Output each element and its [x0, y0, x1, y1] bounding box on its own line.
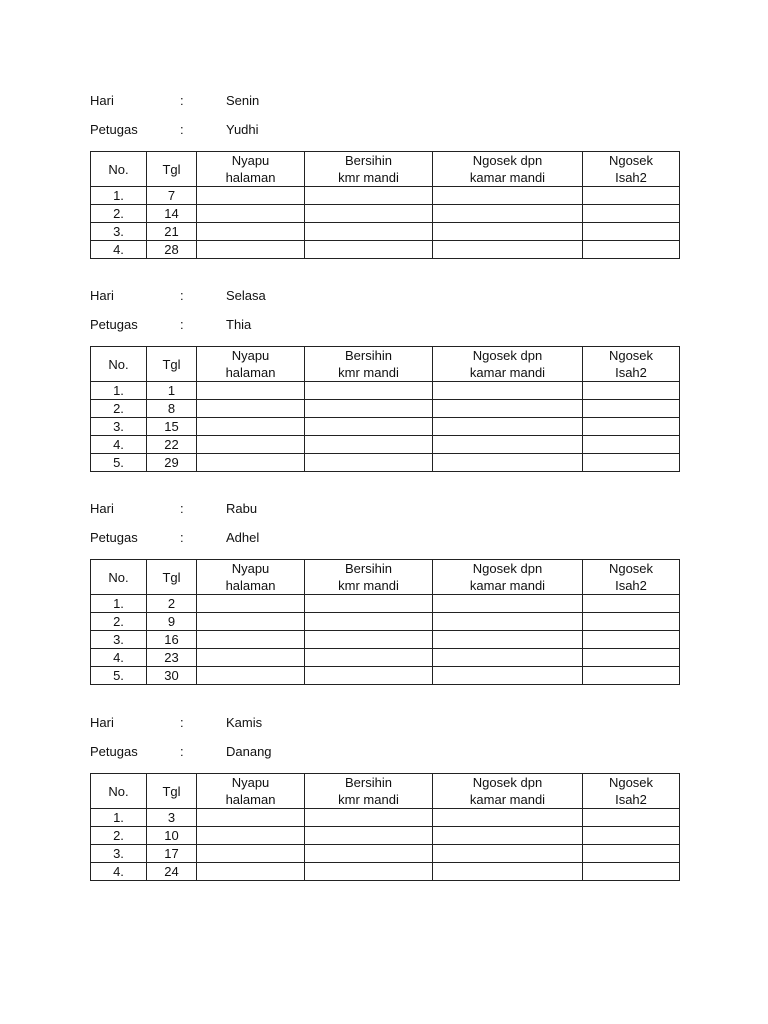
- cell-ngosek-dpn-kamar-mandi[interactable]: [433, 400, 583, 418]
- header-ngosek-dpn-kamar-mandi: [433, 774, 583, 809]
- colon: :: [180, 744, 184, 759]
- cell-no: 4.: [91, 649, 147, 667]
- cell-ngosek-isah2[interactable]: [583, 667, 680, 685]
- cell-ngosek-dpn-kamar-mandi[interactable]: [433, 418, 583, 436]
- header-ngosek-dpn-kamar-mandi-line2: kamar mandi: [469, 170, 546, 185]
- cell-bersihin-kmr-mandi[interactable]: [305, 187, 433, 205]
- cell-nyapu-halaman[interactable]: [197, 649, 305, 667]
- cell-bersihin-kmr-mandi[interactable]: [305, 863, 433, 881]
- schedule-table: [90, 559, 680, 685]
- header-ngosek-dpn-kamar-mandi: [433, 152, 583, 187]
- cell-ngosek-isah2[interactable]: [583, 809, 680, 827]
- petugas-label: Petugas: [90, 530, 138, 545]
- hari-row: [90, 500, 680, 518]
- table-row: [91, 863, 680, 881]
- header-no: No.: [91, 152, 147, 187]
- cell-no: 3.: [91, 418, 147, 436]
- header-nyapu-halaman: [197, 560, 305, 595]
- cell-tgl: 9: [147, 613, 197, 631]
- header-ngosek-isah2-line2: Isah2: [615, 365, 647, 380]
- header-no: No.: [91, 560, 147, 595]
- hari-value: Selasa: [226, 288, 266, 303]
- header-ngosek-dpn-kamar-mandi: [433, 347, 583, 382]
- cell-no: 2.: [91, 827, 147, 845]
- header-bersihin-kmr-mandi-line2: kmr mandi: [338, 792, 399, 807]
- table-row: [91, 845, 680, 863]
- cell-nyapu-halaman[interactable]: [197, 631, 305, 649]
- cell-tgl: 29: [147, 454, 197, 472]
- cell-ngosek-isah2[interactable]: [583, 454, 680, 472]
- cell-ngosek-isah2[interactable]: [583, 613, 680, 631]
- cell-ngosek-isah2[interactable]: [583, 241, 680, 259]
- table-row: [91, 223, 680, 241]
- schedule-table: [90, 773, 680, 881]
- cell-ngosek-dpn-kamar-mandi[interactable]: [433, 827, 583, 845]
- petugas-value: Danang: [226, 744, 272, 759]
- cell-ngosek-dpn-kamar-mandi[interactable]: [433, 845, 583, 863]
- header-tgl: Tgl: [147, 560, 197, 595]
- cell-ngosek-isah2[interactable]: [583, 863, 680, 881]
- header-nyapu-halaman-line1: Nyapu: [231, 348, 270, 363]
- hari-label: Hari: [90, 288, 114, 303]
- table-row: [91, 827, 680, 845]
- table-row: [91, 187, 680, 205]
- cell-ngosek-dpn-kamar-mandi[interactable]: [433, 454, 583, 472]
- table-row: [91, 649, 680, 667]
- header-no: No.: [91, 347, 147, 382]
- header-nyapu-halaman: [197, 347, 305, 382]
- hari-label: Hari: [90, 93, 114, 108]
- header-ngosek-isah2: [583, 774, 680, 809]
- cell-no: 1.: [91, 595, 147, 613]
- cell-no: 4.: [91, 863, 147, 881]
- cell-nyapu-halaman[interactable]: [197, 845, 305, 863]
- cell-ngosek-isah2[interactable]: [583, 845, 680, 863]
- header-tgl: Tgl: [147, 347, 197, 382]
- colon: :: [180, 530, 184, 545]
- cell-ngosek-isah2[interactable]: [583, 418, 680, 436]
- header-ngosek-isah2-line2: Isah2: [615, 170, 647, 185]
- cell-ngosek-dpn-kamar-mandi[interactable]: [433, 436, 583, 454]
- cell-tgl: 22: [147, 436, 197, 454]
- header-nyapu-halaman-line2: halaman: [225, 365, 276, 380]
- table-header-row: [91, 774, 680, 809]
- cell-bersihin-kmr-mandi[interactable]: [305, 436, 433, 454]
- hari-row: [90, 287, 680, 305]
- table-row: [91, 631, 680, 649]
- cell-no: 2.: [91, 613, 147, 631]
- header-ngosek-dpn-kamar-mandi-line2: kamar mandi: [469, 792, 546, 807]
- table-row: [91, 667, 680, 685]
- table-row: [91, 809, 680, 827]
- cell-nyapu-halaman[interactable]: [197, 613, 305, 631]
- cell-tgl: 7: [147, 187, 197, 205]
- cell-ngosek-isah2[interactable]: [583, 205, 680, 223]
- header-ngosek-isah2-line1: Ngosek: [608, 153, 654, 168]
- header-ngosek-dpn-kamar-mandi-line2: kamar mandi: [469, 578, 546, 593]
- schedule-section: [90, 714, 680, 879]
- cell-ngosek-dpn-kamar-mandi[interactable]: [433, 613, 583, 631]
- colon: :: [180, 501, 184, 516]
- cell-tgl: 8: [147, 400, 197, 418]
- cell-ngosek-isah2[interactable]: [583, 649, 680, 667]
- header-nyapu-halaman-line1: Nyapu: [231, 775, 270, 790]
- cell-ngosek-isah2[interactable]: [583, 436, 680, 454]
- header-nyapu-halaman-line1: Nyapu: [231, 561, 270, 576]
- cell-nyapu-halaman[interactable]: [197, 382, 305, 400]
- colon: :: [180, 288, 184, 303]
- cell-no: 4.: [91, 436, 147, 454]
- cell-ngosek-isah2[interactable]: [583, 400, 680, 418]
- petugas-row: [90, 316, 680, 334]
- cell-bersihin-kmr-mandi[interactable]: [305, 241, 433, 259]
- cell-bersihin-kmr-mandi[interactable]: [305, 205, 433, 223]
- schedule-section: [90, 287, 680, 470]
- colon: :: [180, 715, 184, 730]
- header-bersihin-kmr-mandi-line2: kmr mandi: [338, 578, 399, 593]
- cell-tgl: 15: [147, 418, 197, 436]
- header-tgl: Tgl: [147, 152, 197, 187]
- header-nyapu-halaman-line2: halaman: [225, 170, 276, 185]
- petugas-value: Thia: [226, 317, 252, 332]
- hari-value: Senin: [226, 93, 260, 108]
- cell-nyapu-halaman[interactable]: [197, 863, 305, 881]
- header-nyapu-halaman-line1: Nyapu: [231, 153, 270, 168]
- table-row: [91, 382, 680, 400]
- header-ngosek-dpn-kamar-mandi-line1: Ngosek dpn: [472, 561, 543, 576]
- cell-no: 3.: [91, 223, 147, 241]
- cell-bersihin-kmr-mandi[interactable]: [305, 809, 433, 827]
- cell-bersihin-kmr-mandi[interactable]: [305, 382, 433, 400]
- table-row: [91, 205, 680, 223]
- cell-ngosek-dpn-kamar-mandi[interactable]: [433, 631, 583, 649]
- cell-no: 2.: [91, 205, 147, 223]
- header-ngosek-dpn-kamar-mandi: [433, 560, 583, 595]
- cell-no: 1.: [91, 187, 147, 205]
- header-no: No.: [91, 774, 147, 809]
- cell-tgl: 2: [147, 595, 197, 613]
- cell-ngosek-dpn-kamar-mandi[interactable]: [433, 187, 583, 205]
- cell-ngosek-dpn-kamar-mandi[interactable]: [433, 382, 583, 400]
- schedule-table: [90, 346, 680, 472]
- petugas-row: [90, 529, 680, 547]
- cell-tgl: 24: [147, 863, 197, 881]
- header-nyapu-halaman: [197, 774, 305, 809]
- table-header-row: [91, 560, 680, 595]
- header-ngosek-isah2-line1: Ngosek: [608, 348, 654, 363]
- cell-no: 1.: [91, 382, 147, 400]
- hari-label: Hari: [90, 715, 114, 730]
- hari-row: [90, 714, 680, 732]
- cell-tgl: 3: [147, 809, 197, 827]
- petugas-label: Petugas: [90, 317, 138, 332]
- cell-nyapu-halaman[interactable]: [197, 400, 305, 418]
- cell-nyapu-halaman[interactable]: [197, 205, 305, 223]
- cell-ngosek-dpn-kamar-mandi[interactable]: [433, 595, 583, 613]
- cell-bersihin-kmr-mandi[interactable]: [305, 827, 433, 845]
- header-nyapu-halaman-line2: halaman: [225, 578, 276, 593]
- header-bersihin-kmr-mandi: [305, 774, 433, 809]
- header-bersihin-kmr-mandi-line1: Bersihin: [345, 153, 392, 168]
- cell-ngosek-dpn-kamar-mandi[interactable]: [433, 205, 583, 223]
- header-ngosek-isah2: [583, 560, 680, 595]
- header-bersihin-kmr-mandi-line2: kmr mandi: [338, 170, 399, 185]
- cell-no: 5.: [91, 667, 147, 685]
- header-ngosek-dpn-kamar-mandi-line1: Ngosek dpn: [472, 348, 543, 363]
- petugas-label: Petugas: [90, 744, 138, 759]
- cell-bersihin-kmr-mandi[interactable]: [305, 667, 433, 685]
- header-ngosek-isah2: [583, 347, 680, 382]
- cell-no: 3.: [91, 845, 147, 863]
- cell-ngosek-isah2[interactable]: [583, 631, 680, 649]
- header-bersihin-kmr-mandi-line2: kmr mandi: [338, 365, 399, 380]
- cell-no: 3.: [91, 631, 147, 649]
- cell-ngosek-dpn-kamar-mandi[interactable]: [433, 649, 583, 667]
- cell-nyapu-halaman[interactable]: [197, 187, 305, 205]
- cell-ngosek-dpn-kamar-mandi[interactable]: [433, 667, 583, 685]
- cell-ngosek-isah2[interactable]: [583, 187, 680, 205]
- table-row: [91, 400, 680, 418]
- cell-no: 2.: [91, 400, 147, 418]
- cell-bersihin-kmr-mandi[interactable]: [305, 613, 433, 631]
- cell-nyapu-halaman[interactable]: [197, 809, 305, 827]
- header-ngosek-dpn-kamar-mandi-line1: Ngosek dpn: [472, 775, 543, 790]
- cell-bersihin-kmr-mandi[interactable]: [305, 649, 433, 667]
- cell-ngosek-dpn-kamar-mandi[interactable]: [433, 223, 583, 241]
- schedule-section: [90, 92, 680, 257]
- colon: :: [180, 93, 184, 108]
- header-ngosek-isah2-line2: Isah2: [615, 578, 647, 593]
- header-bersihin-kmr-mandi-line1: Bersihin: [345, 561, 392, 576]
- cell-tgl: 28: [147, 241, 197, 259]
- header-ngosek-isah2-line2: Isah2: [615, 792, 647, 807]
- cell-ngosek-isah2[interactable]: [583, 595, 680, 613]
- cell-ngosek-isah2[interactable]: [583, 223, 680, 241]
- header-bersihin-kmr-mandi: [305, 560, 433, 595]
- cell-nyapu-halaman[interactable]: [197, 241, 305, 259]
- header-ngosek-isah2-line1: Ngosek: [608, 561, 654, 576]
- cell-ngosek-isah2[interactable]: [583, 827, 680, 845]
- cell-bersihin-kmr-mandi[interactable]: [305, 595, 433, 613]
- schedule-table: [90, 151, 680, 259]
- header-bersihin-kmr-mandi-line1: Bersihin: [345, 775, 392, 790]
- table-row: [91, 418, 680, 436]
- petugas-row: [90, 121, 680, 139]
- cell-nyapu-halaman[interactable]: [197, 827, 305, 845]
- cell-bersihin-kmr-mandi[interactable]: [305, 454, 433, 472]
- cell-ngosek-dpn-kamar-mandi[interactable]: [433, 863, 583, 881]
- cell-nyapu-halaman[interactable]: [197, 454, 305, 472]
- table-header-row: [91, 152, 680, 187]
- colon: :: [180, 122, 184, 137]
- cell-tgl: 14: [147, 205, 197, 223]
- cell-tgl: 30: [147, 667, 197, 685]
- header-bersihin-kmr-mandi-line1: Bersihin: [345, 348, 392, 363]
- cell-tgl: 17: [147, 845, 197, 863]
- cell-nyapu-halaman[interactable]: [197, 436, 305, 454]
- petugas-value: Adhel: [226, 530, 260, 545]
- header-ngosek-isah2: [583, 152, 680, 187]
- cell-no: 4.: [91, 241, 147, 259]
- table-row: [91, 241, 680, 259]
- table-row: [91, 436, 680, 454]
- cell-tgl: 23: [147, 649, 197, 667]
- cell-tgl: 16: [147, 631, 197, 649]
- cell-ngosek-dpn-kamar-mandi[interactable]: [433, 241, 583, 259]
- hari-row: [90, 92, 680, 110]
- header-ngosek-dpn-kamar-mandi-line2: kamar mandi: [469, 365, 546, 380]
- table-row: [91, 613, 680, 631]
- cell-nyapu-halaman[interactable]: [197, 418, 305, 436]
- cell-bersihin-kmr-mandi[interactable]: [305, 400, 433, 418]
- header-ngosek-isah2-line1: Ngosek: [608, 775, 654, 790]
- header-tgl: Tgl: [147, 774, 197, 809]
- cell-nyapu-halaman[interactable]: [197, 667, 305, 685]
- cell-nyapu-halaman[interactable]: [197, 595, 305, 613]
- cell-ngosek-isah2[interactable]: [583, 382, 680, 400]
- cell-no: 5.: [91, 454, 147, 472]
- cell-bersihin-kmr-mandi[interactable]: [305, 418, 433, 436]
- header-bersihin-kmr-mandi: [305, 152, 433, 187]
- cell-ngosek-dpn-kamar-mandi[interactable]: [433, 809, 583, 827]
- header-bersihin-kmr-mandi: [305, 347, 433, 382]
- colon: :: [180, 317, 184, 332]
- cell-tgl: 10: [147, 827, 197, 845]
- schedule-section: [90, 500, 680, 683]
- table-row: [91, 454, 680, 472]
- cell-nyapu-halaman[interactable]: [197, 223, 305, 241]
- cell-bersihin-kmr-mandi[interactable]: [305, 223, 433, 241]
- hari-value: Rabu: [226, 501, 258, 516]
- petugas-row: [90, 743, 680, 761]
- cell-tgl: 1: [147, 382, 197, 400]
- cell-no: 1.: [91, 809, 147, 827]
- table-row: [91, 595, 680, 613]
- petugas-value: Yudhi: [226, 122, 259, 137]
- table-header-row: [91, 347, 680, 382]
- hari-label: Hari: [90, 501, 114, 516]
- cell-bersihin-kmr-mandi[interactable]: [305, 631, 433, 649]
- header-ngosek-dpn-kamar-mandi-line1: Ngosek dpn: [472, 153, 543, 168]
- cell-tgl: 21: [147, 223, 197, 241]
- header-nyapu-halaman: [197, 152, 305, 187]
- hari-value: Kamis: [226, 715, 263, 730]
- header-nyapu-halaman-line2: halaman: [225, 792, 276, 807]
- petugas-label: Petugas: [90, 122, 138, 137]
- cell-bersihin-kmr-mandi[interactable]: [305, 845, 433, 863]
